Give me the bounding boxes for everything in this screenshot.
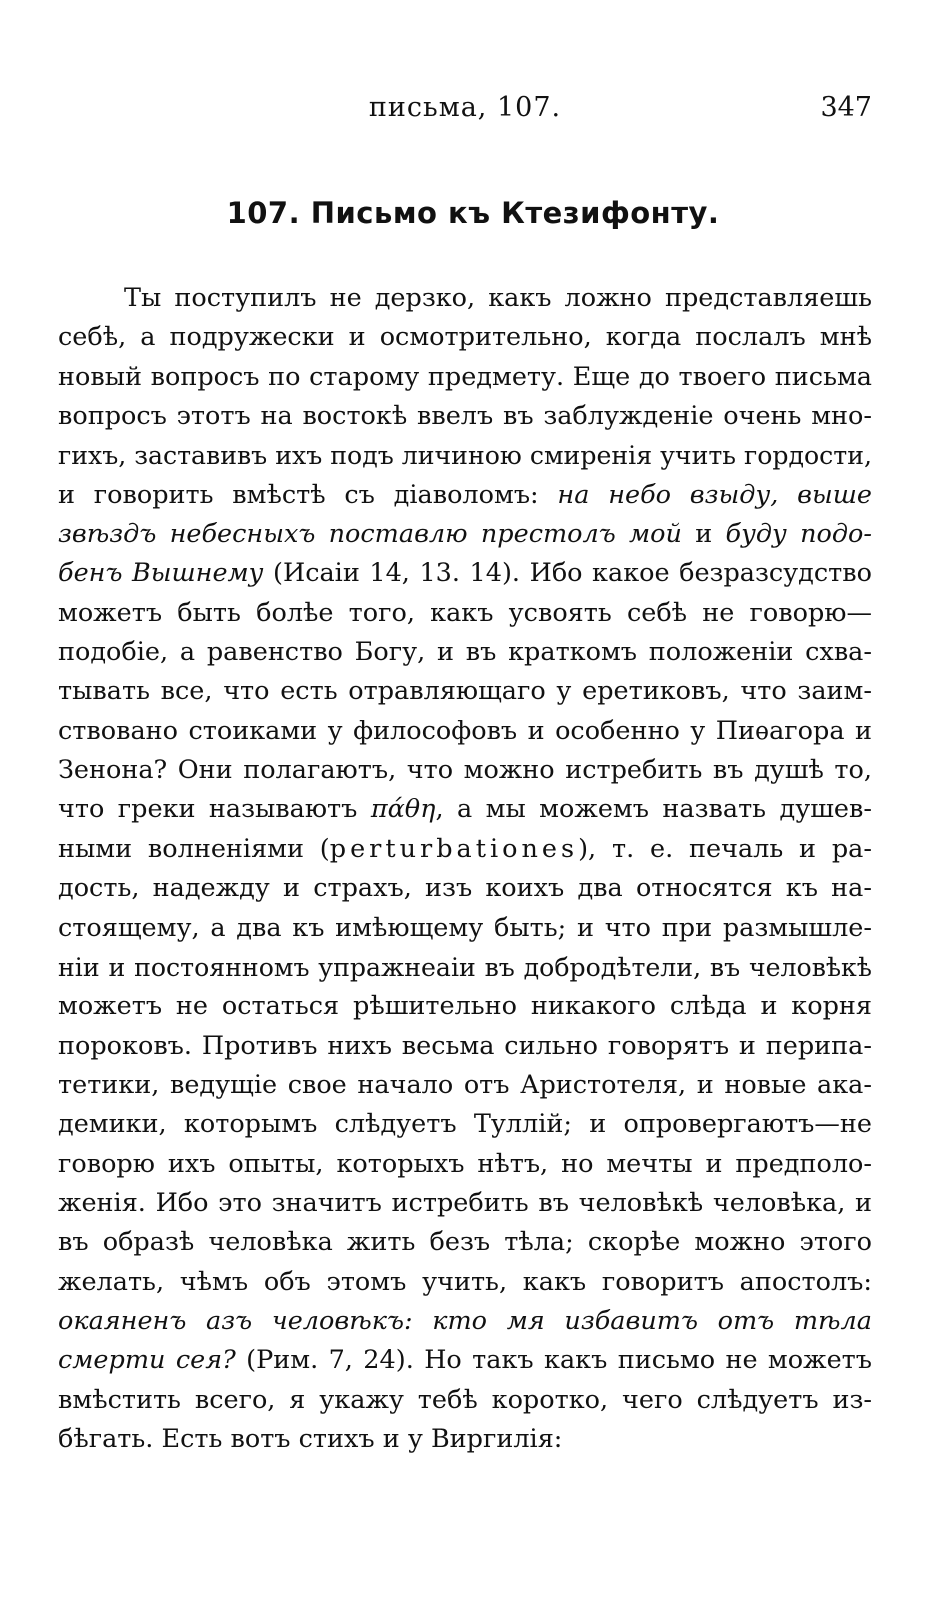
text-segment: стоящему, а два къ имѣющему быть; и что при размышле- — [58, 912, 872, 943]
text-line — [58, 1302, 872, 1341]
italic-quote: смерти сея? — [58, 1345, 236, 1376]
italic-quote: на небо взыду, выше — [557, 479, 872, 510]
text-segment: ), т. е. печаль и ра- — [578, 833, 872, 864]
text-segment: ніи и постоянномъ упражнеаіи въ добродѣтели, въ человѣкѣ — [58, 952, 872, 982]
text-line — [58, 1145, 872, 1184]
text-line — [58, 594, 872, 633]
text-segment: тывать все, что есть отравляющаго у еретиковъ, что заим- — [58, 676, 872, 707]
text-segment: Ты поступилъ не дерзко, какъ ложно представляешь — [124, 283, 872, 313]
text-line — [58, 476, 872, 515]
latin-term: perturbationes — [329, 833, 579, 864]
text-segment: (Рим. 7, 24). Но такъ какъ письмо не можетъ — [235, 1345, 872, 1376]
italic-quote: окаяненъ азъ человѣкъ: кто мя избавитъ отъ тѣла — [58, 1305, 872, 1336]
text-segment: подобіе, а равенство Богу, и въ краткомъ положеніи схва- — [58, 637, 872, 668]
text-line — [58, 1184, 872, 1223]
text-segment: демики, которымъ слѣдуетъ Туллій; и опровергаютъ—не — [58, 1109, 872, 1140]
text-line — [58, 358, 872, 397]
text-segment: и — [681, 519, 726, 550]
text-segment: и говорить вмѣстѣ съ діаволомъ: — [58, 479, 558, 510]
text-segment: вмѣстить всего, я укажу тебѣ коротко, чего слѣдуетъ из- — [58, 1384, 872, 1415]
text-line — [58, 987, 872, 1026]
italic-quote: буду подо- — [725, 519, 872, 550]
text-line — [58, 633, 872, 672]
chapter-heading: 107. Письмо къ Ктезифонту. — [226, 196, 720, 230]
text-line — [58, 1263, 872, 1302]
text-segment: въ образѣ человѣка жить безъ тѣла; скорѣе можно этого — [58, 1227, 872, 1258]
running-title: письма, 107. — [368, 92, 562, 123]
text-line — [58, 751, 872, 790]
italic-quote: бенъ Вышнему — [58, 558, 264, 589]
text-line — [58, 1223, 872, 1262]
text-line — [58, 1066, 872, 1105]
text-segment: вопросъ этотъ на востокѣ ввелъ въ заблужденіе очень мно- — [58, 401, 872, 432]
text-segment: (Исаіи 14, 13. 14). Ибо какое безразсудство — [263, 558, 872, 589]
text-line — [58, 909, 872, 948]
text-segment: женія. Ибо это значитъ истребить въ человѣкѣ человѣка, и — [58, 1187, 872, 1218]
text-line — [58, 515, 872, 554]
text-segment: дость, надежду и страхъ, изъ коихъ два относятся къ на- — [58, 873, 872, 904]
text-segment: Зенона? Они полагаютъ, что можно истребить въ душѣ то, — [58, 755, 872, 786]
text-line — [58, 1105, 872, 1144]
text-line — [58, 790, 872, 829]
text-line — [58, 279, 872, 318]
text-line — [58, 1381, 872, 1420]
text-line — [58, 830, 872, 869]
text-segment: ствовано стоиками у философовъ и особенно у Пиѳагора и — [58, 715, 872, 746]
text-segment: что греки называютъ — [58, 794, 371, 825]
text-segment: говорю ихъ опыты, которыхъ нѣтъ, но мечты и предполо- — [58, 1148, 872, 1179]
greek-word: πάθη — [370, 794, 436, 825]
text-line — [58, 1341, 872, 1380]
text-line — [58, 1027, 872, 1066]
text-segment: бѣгать. Есть вотъ стихъ и у Виргилія: — [58, 1423, 563, 1454]
italic-quote: звѣздъ небесныхъ поставлю престолъ мой — [58, 519, 682, 550]
body-text — [58, 279, 872, 1459]
text-segment: гихъ, заставивъ ихъ подъ личиною смиренія учить гордости, — [58, 441, 872, 471]
text-segment: желать, чѣмъ объ этомъ учить, какъ говоритъ апостолъ: — [58, 1266, 872, 1297]
text-line — [58, 672, 872, 711]
text-segment: , а мы можемъ назвать душев- — [435, 794, 872, 825]
text-line — [58, 554, 872, 593]
text-line — [58, 869, 872, 908]
text-segment: тетики, ведущіе свое начало отъ Аристотеля, и новые ака- — [58, 1069, 872, 1100]
text-line — [58, 318, 872, 357]
running-head — [58, 92, 872, 132]
text-segment: пороковъ. Противъ нихъ весьма сильно говорятъ и перипа- — [58, 1030, 872, 1061]
text-line — [58, 948, 872, 987]
text-line — [58, 436, 872, 475]
text-line — [58, 712, 872, 751]
text-segment: ными волненіями ( — [58, 833, 330, 864]
text-segment: можетъ быть болѣе того, какъ усвоять себѣ не говорю— — [58, 597, 872, 628]
text-line — [58, 397, 872, 436]
page-number: 347 — [820, 92, 872, 123]
text-segment: можетъ не остаться рѣшительно никакого слѣда и корня — [58, 991, 872, 1022]
text-segment: себѣ, а подружески и осмотрительно, когда послалъ мнѣ — [58, 322, 872, 353]
text-segment: новый вопросъ по старому предмету. Еще до твоего письма — [58, 361, 872, 392]
text-line — [58, 1420, 872, 1459]
